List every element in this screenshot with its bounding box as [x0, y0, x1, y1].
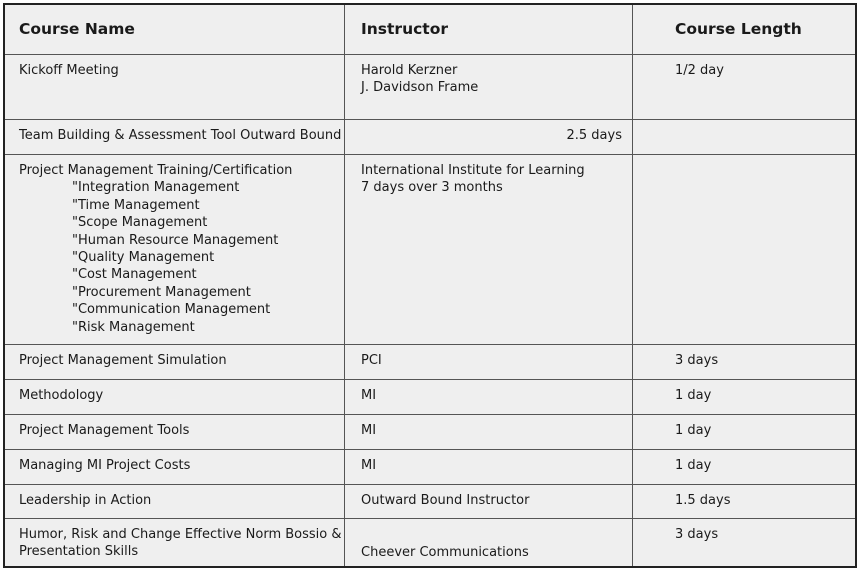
course-subitem: "Risk Management — [72, 319, 195, 335]
header-course-name: Course Name — [19, 20, 135, 38]
course-subitem: "Quality Management — [72, 250, 215, 266]
course-length — [632, 155, 855, 344]
instructor-line: 7 days over 3 months — [361, 180, 503, 196]
instructor: 2.5 days — [344, 120, 632, 154]
instructor: MI — [344, 415, 632, 449]
course-length: 1 day — [632, 450, 855, 484]
table-row — [5, 155, 855, 345]
course-name — [5, 155, 344, 344]
table-row — [5, 55, 855, 120]
course-length: 3 days — [632, 519, 855, 566]
course-length: 1 day — [632, 415, 855, 449]
instructor-line: Harold Kerzner — [361, 63, 458, 78]
course-subitem: "Integration Management — [72, 180, 240, 196]
course-subitem: "Cost Management — [72, 267, 197, 283]
instructor — [344, 519, 632, 566]
table-row — [5, 415, 855, 450]
course-name: Kickoff Meeting — [19, 63, 119, 78]
course-title-line2: Presentation Skills — [19, 544, 139, 560]
course-name: Managing MI Project Costs — [19, 458, 191, 473]
instructor-line: J. Davidson Frame — [361, 80, 479, 96]
header-course-length: Course Length — [632, 5, 855, 54]
instructor: PCI — [344, 345, 632, 379]
course-subitem: "Human Resource Management — [72, 232, 279, 248]
course-subitem: "Procurement Management — [72, 284, 251, 300]
course-length: 1.5 days — [632, 485, 855, 518]
course-subitem: "Communication Management — [72, 302, 271, 318]
instructor — [344, 55, 632, 119]
table-row — [5, 519, 855, 566]
table-row — [5, 450, 855, 485]
table-row — [5, 380, 855, 415]
course-length: 1/2 day — [632, 55, 855, 119]
instructor-line: International Institute for Learning — [361, 163, 585, 178]
course-name: Team Building & Assessment Tool Outward Bound — [19, 128, 342, 143]
course-length: 1 day — [632, 380, 855, 414]
header-instructor: Instructor — [344, 5, 632, 54]
course-name — [5, 519, 344, 566]
course-length — [632, 120, 855, 154]
instructor: Outward Bound Instructor — [344, 485, 632, 518]
course-name: Leadership in Action — [19, 493, 152, 508]
table-row — [5, 120, 855, 155]
instructor — [344, 155, 632, 344]
course-name: Project Management Tools — [19, 423, 190, 438]
table-row — [5, 485, 855, 519]
instructor: MI — [344, 450, 632, 484]
instructor-line: Cheever Communications — [361, 545, 529, 560]
table-header-row — [5, 5, 855, 55]
course-name: Methodology — [19, 388, 104, 403]
course-length: 3 days — [632, 345, 855, 379]
course-subitem: "Time Management — [72, 197, 200, 213]
course-table — [3, 3, 857, 568]
table-row — [5, 345, 855, 380]
course-subitem: "Scope Management — [72, 215, 208, 231]
course-title: Project Management Training/Certification — [19, 163, 293, 178]
course-name: Project Management Simulation — [19, 353, 227, 368]
instructor: MI — [344, 380, 632, 414]
course-title: Humor, Risk and Change Effective Norm Bossio & — [19, 527, 342, 542]
